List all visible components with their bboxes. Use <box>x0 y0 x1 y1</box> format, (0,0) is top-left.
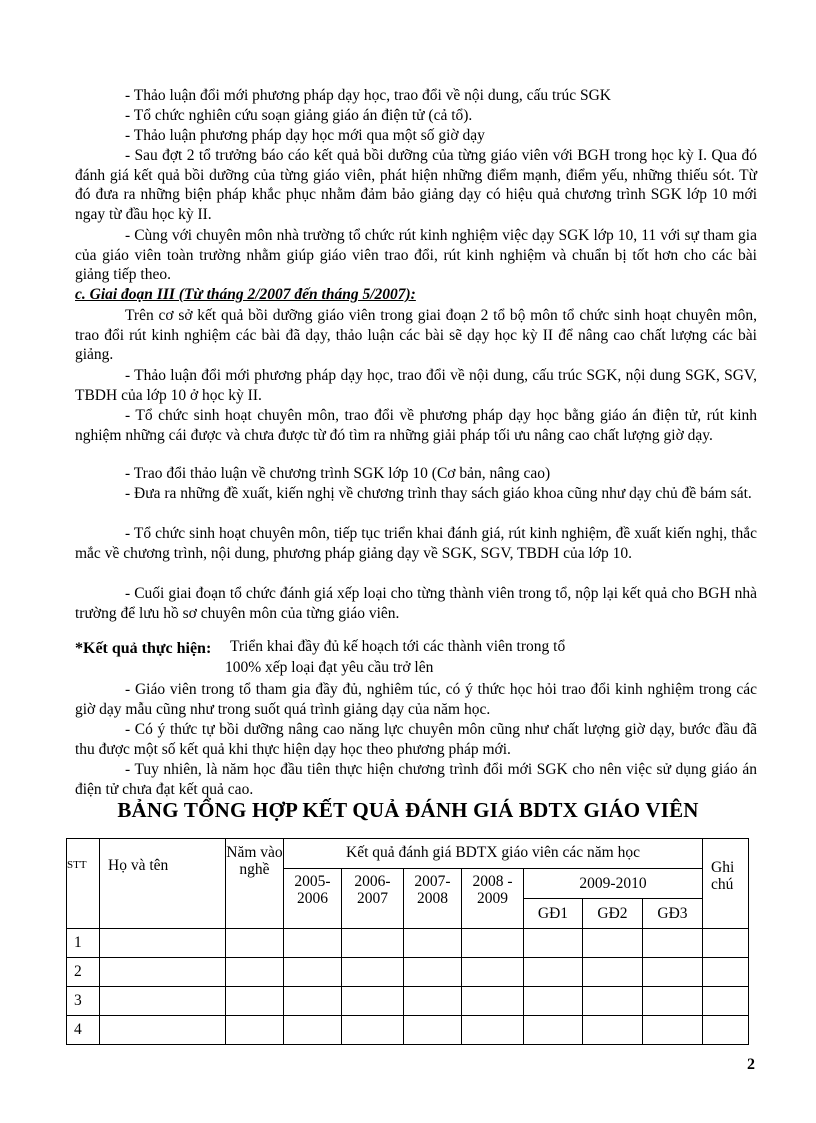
cell <box>404 929 462 958</box>
cell <box>284 958 342 987</box>
header-year: Năm vào nghề <box>226 839 284 929</box>
paragraph: - Trao đổi thảo luận về chương trình SGK lớp 10 (Cơ bản, nâng cao) <box>125 465 551 482</box>
cell <box>100 929 226 958</box>
table-row <box>67 958 749 987</box>
cell <box>703 1016 749 1045</box>
row-number: 1 <box>67 929 100 958</box>
header-group: Kết quả đánh giá BDTX giáo viên các năm học <box>284 839 703 869</box>
cell <box>462 1016 524 1045</box>
header-year-col: 2009-2010 <box>524 869 703 899</box>
cell <box>342 958 404 987</box>
cell <box>226 958 284 987</box>
cell <box>100 987 226 1016</box>
header-phase: GĐ2 <box>583 899 643 929</box>
cell <box>524 1016 583 1045</box>
paragraph: - Sau đợt 2 tổ trưởng báo cáo kết quả bồi dưỡng của từng giáo viên với BGH trong học kỳ I. Qua đó đánh giá kết quả bồi dưỡng của từng giáo viên, phát hiện những điểm mạnh, điểm yếu, những thiếu sót. Từ đó đưa ra những biện pháp khắc phục nhằm đảm bảo giảng dạy có hiệu quả chương trình SGK lớp 10 mới ngay từ đầu học kỳ II. <box>75 147 757 223</box>
result-label: *Kết quả thực hiện: <box>75 640 212 657</box>
paragraph: - Cuối giai đoạn tổ chức đánh giá xếp loại cho từng thành viên trong tổ, nộp lại kết quả cho BGH nhà trường để lưu hồ sơ chuyên môn của từng giáo viên. <box>75 585 757 622</box>
cell <box>342 987 404 1016</box>
cell <box>703 929 749 958</box>
cell <box>703 987 749 1016</box>
cell <box>462 929 524 958</box>
table-title: BẢNG TỔNG HỢP KẾT QUẢ ĐÁNH GIÁ BDTX GIÁO VIÊN <box>117 798 699 822</box>
cell <box>342 1016 404 1045</box>
cell <box>583 1016 643 1045</box>
cell <box>524 929 583 958</box>
paragraph: - Thảo luận đổi mới phương pháp dạy học, trao đổi về nội dung, cấu trúc SGK <box>125 87 611 104</box>
paragraph: - Có ý thức tự bồi dưỡng nâng cao năng lực chuyên môn cũng như chất lượng giờ dạy, bước đầu đã thu được một số kết quả khi thực hiện dạy học theo phương pháp mới. <box>75 721 757 758</box>
cell <box>404 987 462 1016</box>
cell <box>462 987 524 1016</box>
header-year-col: 2006-2007 <box>342 869 404 929</box>
table-header-row <box>67 839 749 869</box>
cell <box>703 958 749 987</box>
cell <box>226 987 284 1016</box>
paragraph: - Tổ chức nghiên cứu soạn giảng giáo án điện tử (cả tổ). <box>125 107 473 124</box>
section-heading: c. Giai đoạn III (Từ tháng 2/2007 đến tháng 5/2007): <box>75 286 416 303</box>
cell <box>524 958 583 987</box>
header-year-col: 2008 - 2009 <box>462 869 524 929</box>
paragraph: - Đưa ra những đề xuất, kiến nghị về chương trình thay sách giáo khoa cũng như dạy chủ đề bám sát. <box>125 485 752 502</box>
header-name: Họ và tên <box>100 839 226 929</box>
header-year-col: 2005-2006 <box>284 869 342 929</box>
cell <box>643 1016 703 1045</box>
paragraph: - Tuy nhiên, là năm học đầu tiên thực hiện chương trình đổi mới SGK cho nên việc sử dụng giáo án điện tử chưa đạt kết quả cao. <box>75 761 757 798</box>
row-number: 4 <box>67 1016 100 1045</box>
page-number: 2 <box>747 1056 755 1073</box>
paragraph: - Giáo viên trong tổ tham gia đầy đủ, nghiêm túc, có ý thức học hỏi trao đổi kinh nghiệm trong các giờ dạy mẫu cũng như trong suốt quá trình giảng dạy của năm học. <box>75 681 757 718</box>
cell <box>100 1016 226 1045</box>
paragraph: Trên cơ sở kết quả bồi dưỡng giáo viên trong giai đoạn 2 tổ bộ môn tổ chức sinh hoạt chuyên môn, trao đổi rút kinh nghiệm các bài đã dạy, thảo luận các bài sẽ dạy học kỳ II để nâng cao chất lượng các bài giảng. <box>75 307 757 364</box>
header-year-col: 2007-2008 <box>404 869 462 929</box>
result-line: 100% xếp loại đạt yêu cầu trở lên <box>225 659 434 676</box>
paragraph: - Tổ chức sinh hoạt chuyên môn, trao đổi về phương pháp dạy học bằng giáo án điện tử, rút kinh nghiệm những cái được và chưa được từ đó tìm ra những giải pháp tối ưu nâng cao chất lượng giờ dạy. <box>75 407 757 444</box>
cell <box>462 958 524 987</box>
cell <box>643 929 703 958</box>
paragraph: - Tổ chức sinh hoạt chuyên môn, tiếp tục triển khai đánh giá, rút kinh nghiệm, đề xuất kiến nghị, thắc mắc về chương trình, nội dung, phương pháp giảng dạy về SGK, SGV, TBDH của lớp 10. <box>75 525 757 562</box>
paragraph: - Thảo luận đổi mới phương pháp dạy học, trao đổi về nội dung, cấu trúc SGK, nội dung SGK, SGV, TBDH của lớp 10 ở học kỳ II. <box>75 367 757 404</box>
cell <box>226 929 284 958</box>
paragraph: - Cùng với chuyên môn nhà trường tổ chức rút kinh nghiệm việc dạy SGK lớp 10, 11 với sự tham gia của giáo viên toàn trường nhằm giúp giáo viên trao đổi, rút kinh nghiệm và chuẩn bị tốt hơn cho các bài giảng tiếp theo. <box>75 227 757 284</box>
cell <box>404 1016 462 1045</box>
header-phase: GĐ1 <box>524 899 583 929</box>
evaluation-table <box>66 838 749 1045</box>
table-row <box>67 929 749 958</box>
cell <box>643 987 703 1016</box>
header-phase: GĐ3 <box>643 899 703 929</box>
header-note: Ghi chú <box>703 839 749 929</box>
cell <box>583 987 643 1016</box>
header-stt: STT <box>67 839 100 929</box>
cell <box>226 1016 284 1045</box>
table-row <box>67 1016 749 1045</box>
cell <box>583 929 643 958</box>
cell <box>342 929 404 958</box>
cell <box>524 987 583 1016</box>
cell <box>583 958 643 987</box>
row-number: 2 <box>67 958 100 987</box>
table-row <box>67 987 749 1016</box>
paragraph: - Thảo luận phương pháp dạy học mới qua một số giờ dạy <box>125 127 485 144</box>
cell <box>284 929 342 958</box>
result-line: Triển khai đầy đủ kế hoạch tới các thành viên trong tổ <box>230 638 566 655</box>
row-number: 3 <box>67 987 100 1016</box>
cell <box>643 958 703 987</box>
cell <box>284 1016 342 1045</box>
cell <box>100 958 226 987</box>
cell <box>404 958 462 987</box>
cell <box>284 987 342 1016</box>
